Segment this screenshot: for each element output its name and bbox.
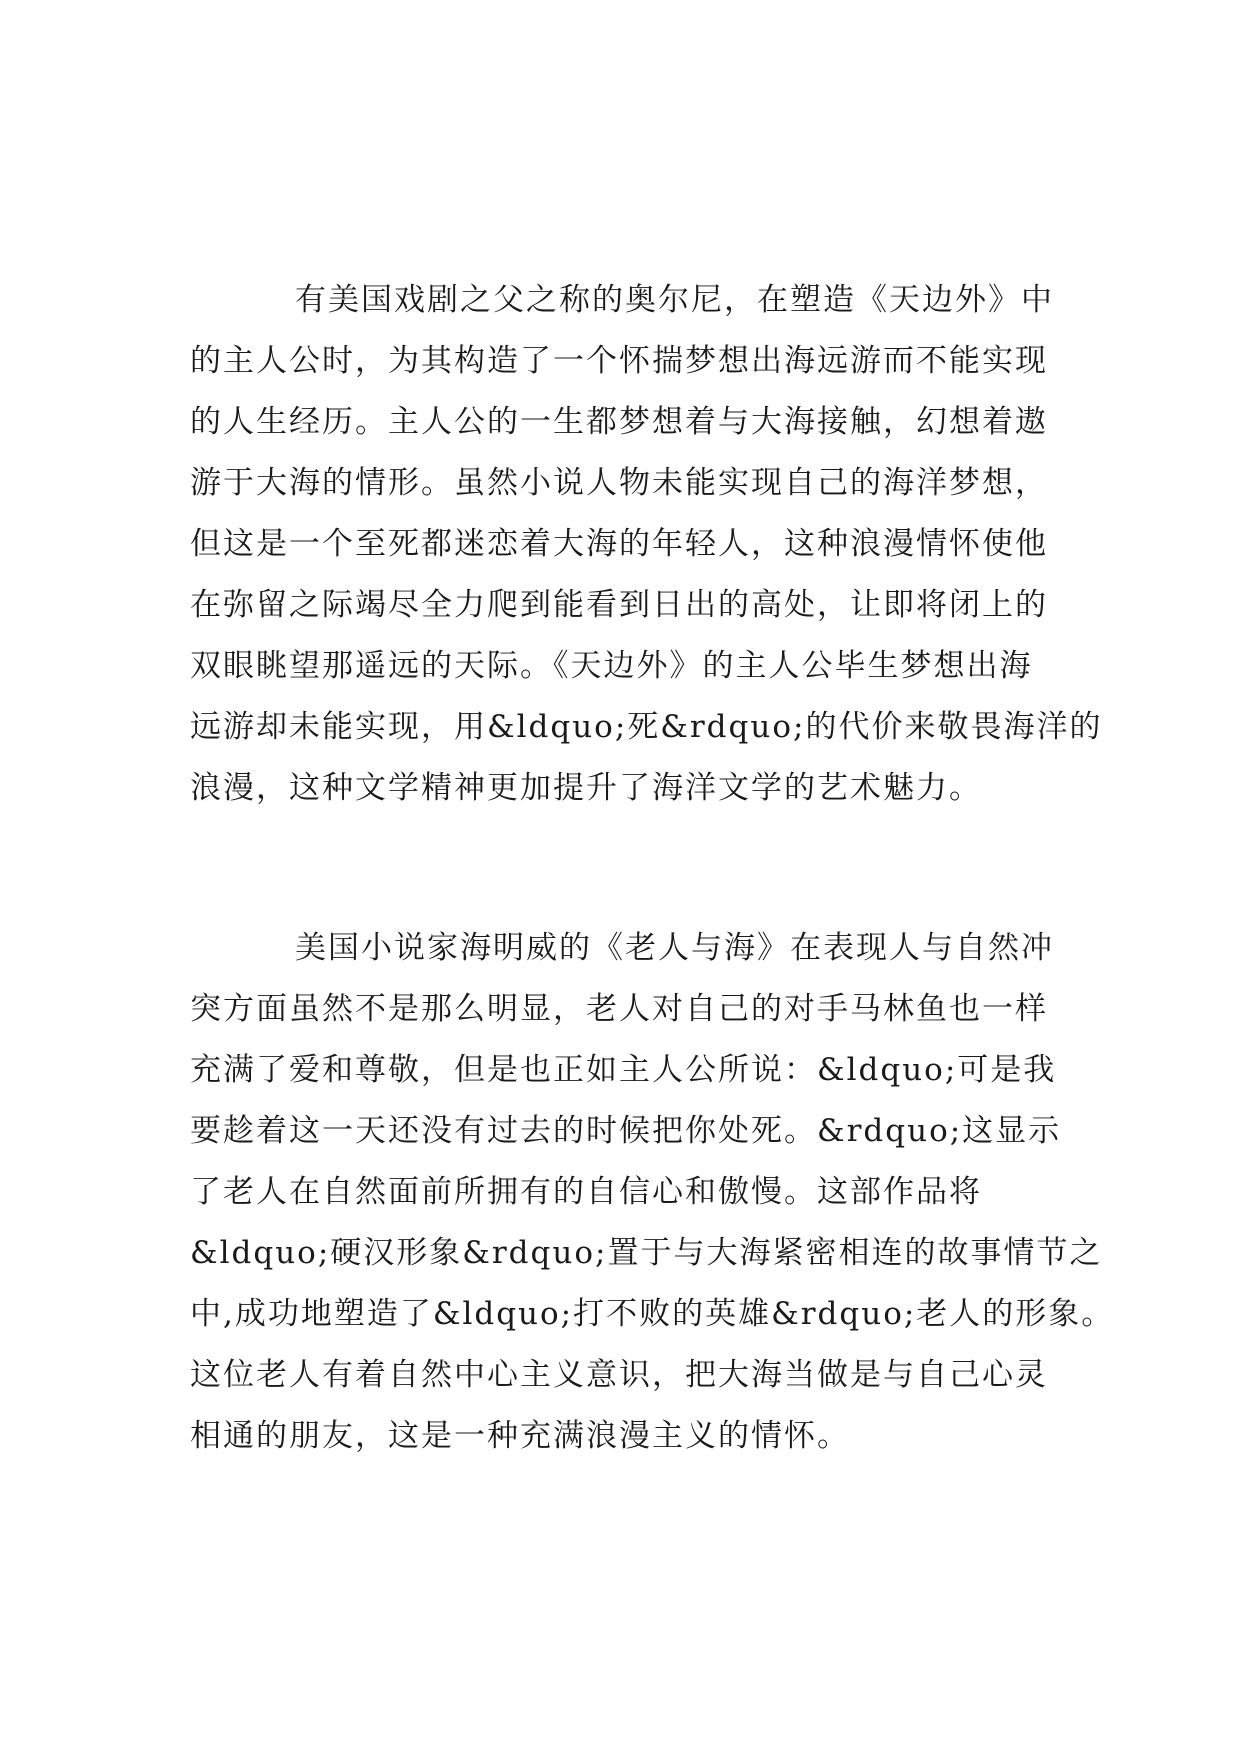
paragraph-line: 有美国戏剧之父之称的奥尔尼，在塑造《天边外》中 [295, 282, 1054, 318]
paragraph-line: 要趁着这一天还没有过去的时候把你处死。&rdquo;这显示 [190, 1113, 1062, 1149]
paragraph-line: &ldquo;硬汉形象&rdquo;置于与大海紧密相连的故事情节之 [190, 1235, 1103, 1271]
paragraph-line: 中,成功地塑造了&ldquo;打不败的英雄&rdquo;老人的形象。 [190, 1296, 1115, 1332]
paragraph-line: 游于大海的情形。虽然小说人物未能实现自己的海洋梦想， [190, 465, 1048, 501]
paragraph-line: 但这是一个至死都迷恋着大海的年轻人，这种浪漫情怀使他 [190, 526, 1048, 562]
paragraph-line: 的人生经历。主人公的一生都梦想着与大海接触，幻想着遨 [190, 404, 1048, 440]
paragraph-line: 美国小说家海明威的《老人与海》在表现人与自然冲 [295, 930, 1054, 966]
paragraph-line: 的主人公时，为其构造了一个怀揣梦想出海远游而不能实现 [190, 343, 1048, 379]
paragraph-line: 双眼眺望那遥远的天际。《天边外》的主人公毕生梦想出海 [190, 648, 1033, 684]
paragraph-line: 相通的朋友，这是一种充满浪漫主义的情怀。 [190, 1418, 850, 1454]
paragraph-line: 浪漫，这种文学精神更加提升了海洋文学的艺术魅力。 [190, 770, 982, 806]
paragraph-line: 这位老人有着自然中心主义意识，把大海当做是与自己心灵 [190, 1357, 1048, 1393]
paragraph-line: 在弥留之际竭尽全力爬到能看到日出的高处，让即将闭上的 [190, 587, 1048, 623]
paragraph-2 [190, 918, 1115, 1467]
paragraph-line: 了老人在自然面前所拥有的自信心和傲慢。这部作品将 [190, 1174, 982, 1210]
paragraph-1 [190, 270, 1103, 819]
paragraph-line: 远游却未能实现，用&ldquo;死&rdquo;的代价来敬畏海洋的 [190, 709, 1103, 745]
paragraph-line: 突方面虽然不是那么明显，老人对自己的对手马林鱼也一样 [190, 991, 1048, 1027]
paragraph-line: 充满了爱和尊敬，但是也正如主人公所说：&ldquo;可是我 [190, 1052, 1057, 1088]
